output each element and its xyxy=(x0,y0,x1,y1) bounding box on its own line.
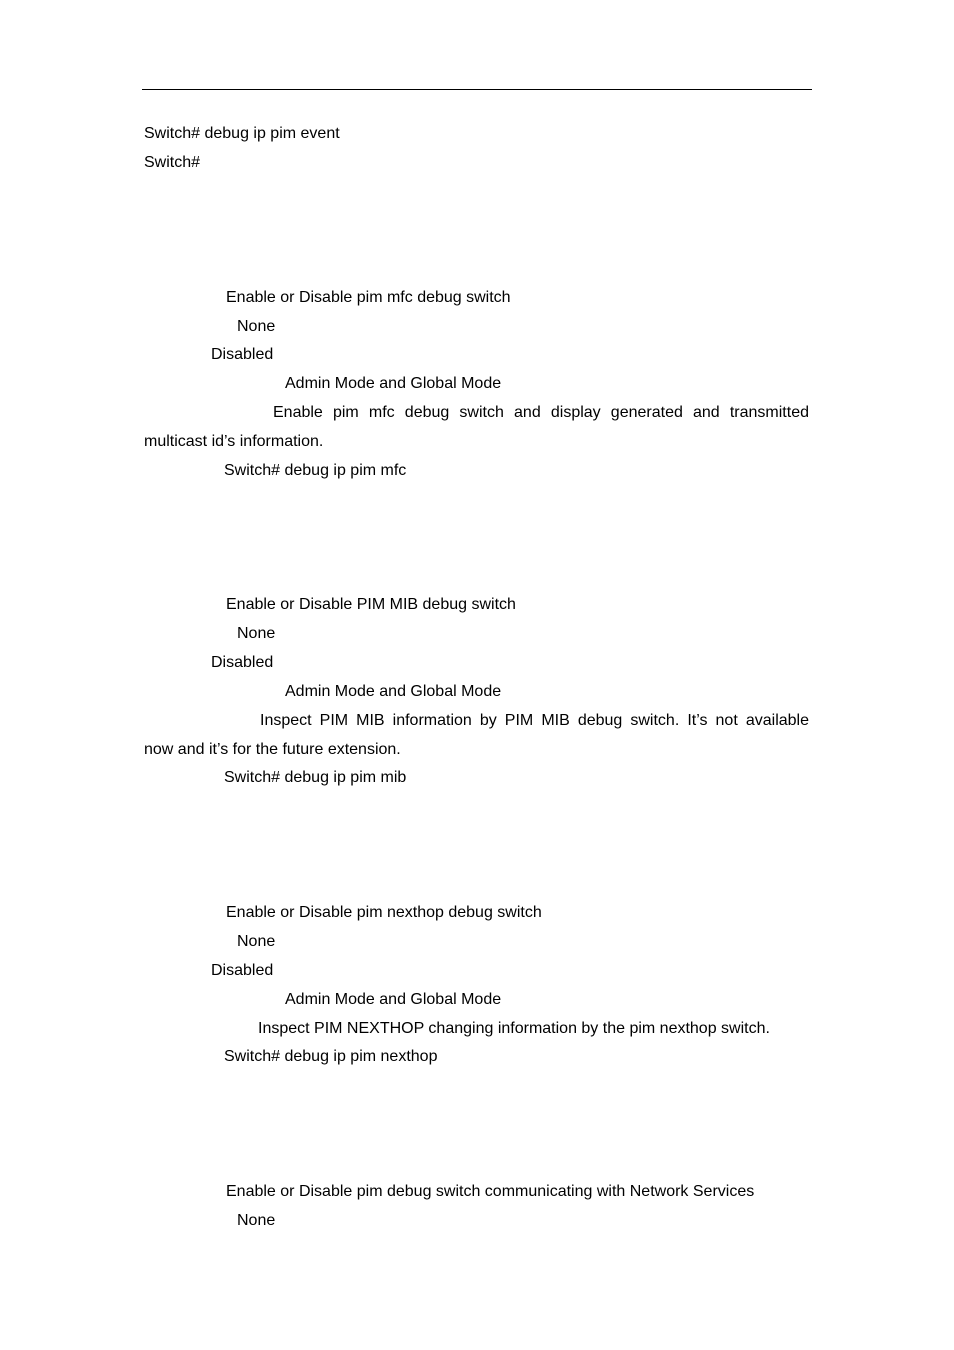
section-1-usage-line-2: multicast id’s information. xyxy=(144,433,324,450)
section-3-parameter: None xyxy=(237,933,276,950)
section-3-function: Enable or Disable pim nexthop debug switch xyxy=(226,904,542,921)
section-2-usage-line-2: now and it’s for the future extension. xyxy=(144,741,401,758)
section-1-default: Disabled xyxy=(211,346,274,363)
section-1-function: Enable or Disable pim mfc debug switch xyxy=(226,289,511,306)
section-3-example: Switch# debug ip pim nexthop xyxy=(224,1048,438,1065)
section-1-example: Switch# debug ip pim mfc xyxy=(224,462,407,479)
intro-example-line: Switch# debug ip pim event xyxy=(144,125,340,142)
section-1-parameter: None xyxy=(237,318,276,335)
section-2-mode: Admin Mode and Global Mode xyxy=(285,683,502,700)
header-rule xyxy=(142,89,812,90)
section-4-function: Enable or Disable pim debug switch communicating with Network Services xyxy=(226,1183,755,1200)
section-3-mode: Admin Mode and Global Mode xyxy=(285,991,502,1008)
section-2-parameter: None xyxy=(237,625,276,642)
section-2-function: Enable or Disable PIM MIB debug switch xyxy=(226,596,516,613)
section-1-usage-line-1: Enable pim mfc debug switch and display generated and transmitted xyxy=(273,404,809,421)
section-3-default: Disabled xyxy=(211,962,274,979)
section-4-parameter: None xyxy=(237,1212,276,1229)
section-1-mode: Admin Mode and Global Mode xyxy=(285,375,502,392)
section-2-usage-line-1: Inspect PIM MIB information by PIM MIB debug switch. It’s not available xyxy=(260,712,809,729)
section-2-default: Disabled xyxy=(211,654,274,671)
section-2-example: Switch# debug ip pim mib xyxy=(224,769,407,786)
section-3-usage-line-1: Inspect PIM NEXTHOP changing information by the pim nexthop switch. xyxy=(258,1020,770,1037)
intro-prompt-line: Switch# xyxy=(144,154,201,171)
